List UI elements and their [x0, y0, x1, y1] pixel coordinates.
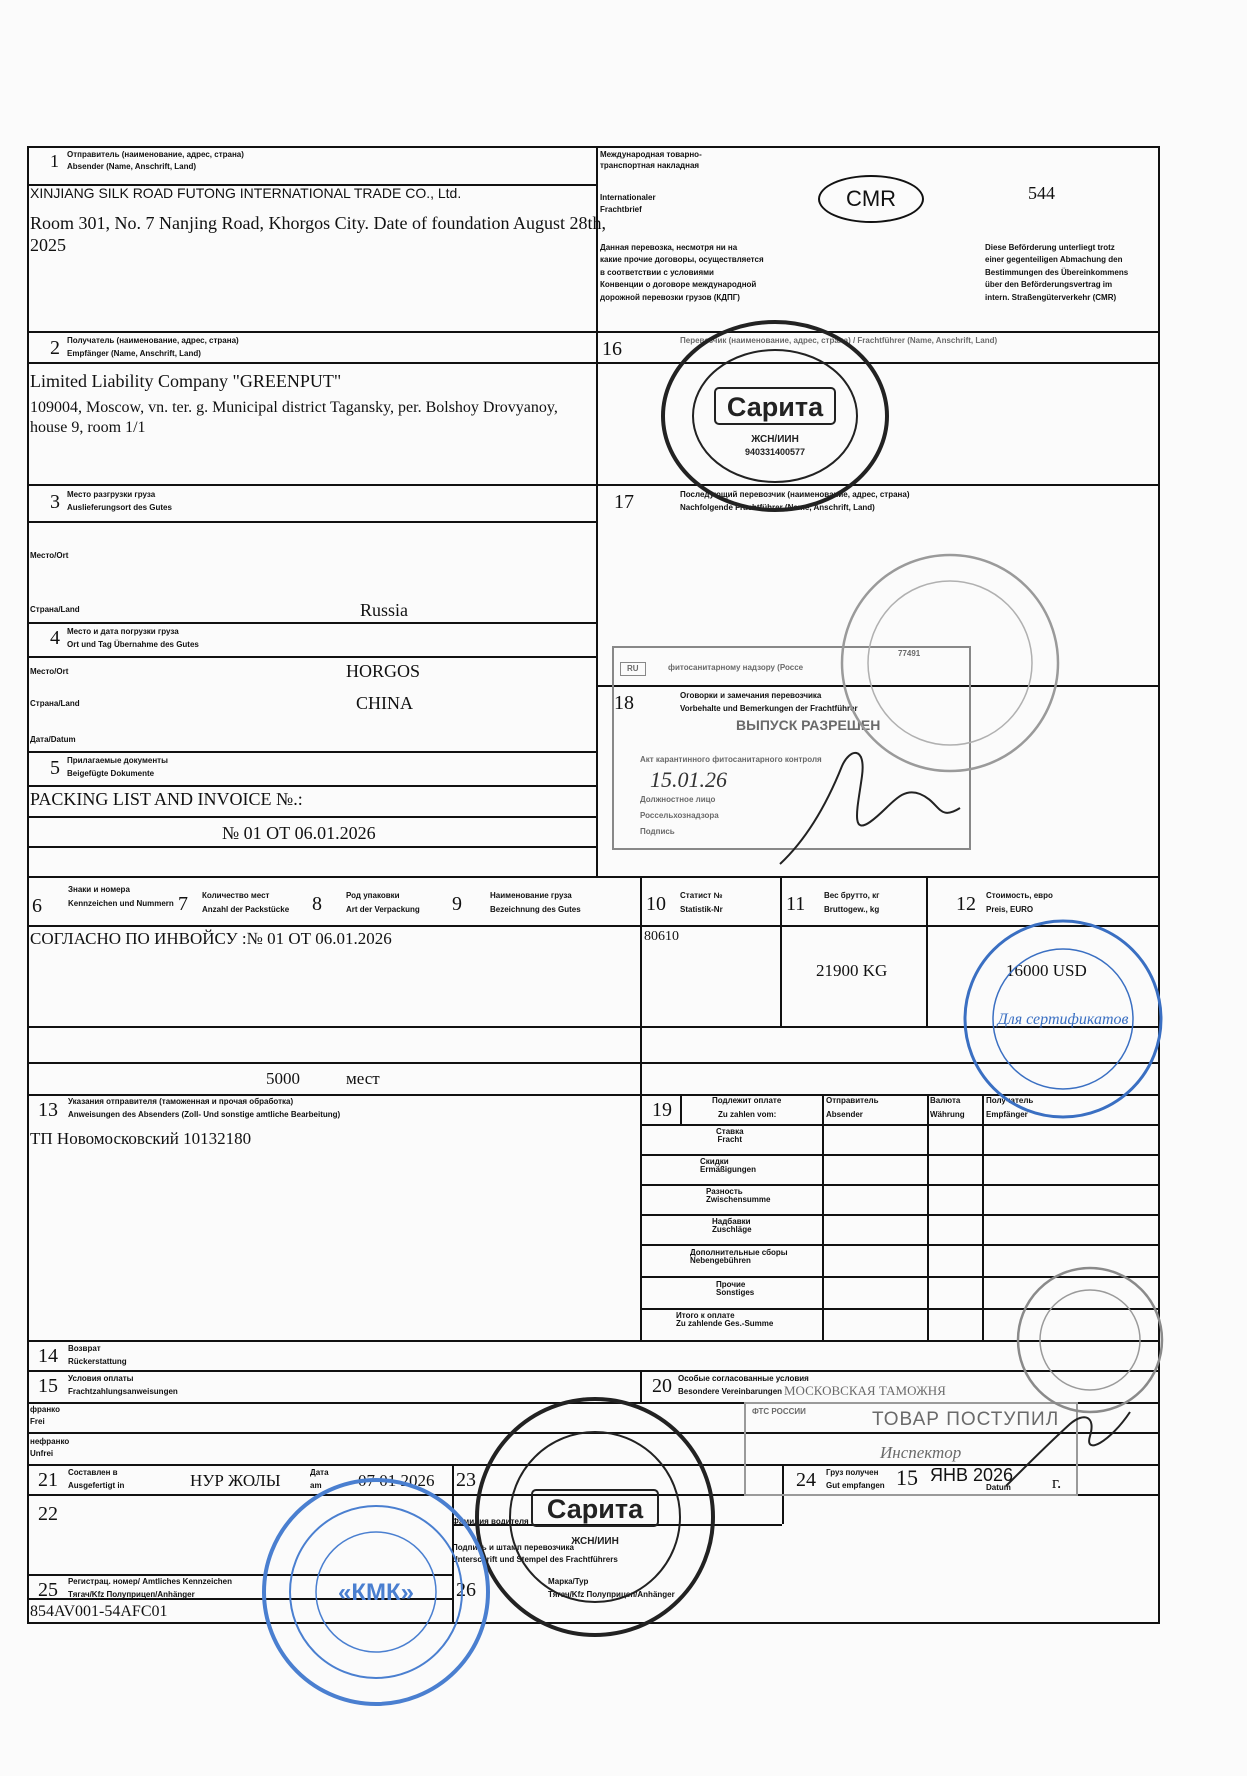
phyto-stamp-code: RU — [620, 662, 646, 676]
box20-label-ru: Особые согласованные условия — [678, 1374, 809, 1383]
box5-label-ru: Прилагаемые документы — [67, 756, 168, 765]
goods-packages: 5000 — [266, 1069, 300, 1088]
phyto-stamp-line5: Россельхознадзора — [640, 811, 719, 820]
box13-label-ru: Указания отправителя (таможенная и прочая обработка) — [68, 1097, 294, 1106]
phyto-stamp-no: 77491 — [898, 649, 921, 658]
box9-label-ru: Наименование груза — [490, 891, 572, 900]
box18-label-ru: Оговорки и замечания перевозчика — [680, 691, 822, 700]
box3-label-de: Auslieferungsort des Gutes — [67, 503, 172, 512]
phyto-stamp-line4: Должностное лицо — [640, 795, 716, 804]
recipient-address-2: house 9, room 1/1 — [30, 419, 146, 436]
unfrei-de: Unfrei — [30, 1449, 54, 1458]
box5-number: 5 — [50, 757, 60, 779]
goods-value: 16000 USD — [1006, 961, 1087, 980]
box15-label-de: Frachtzahlungsanweisungen — [68, 1387, 178, 1396]
box15-label-ru: Условия оплаты — [68, 1374, 134, 1383]
box23-label-1: Фамилия водителя — [452, 1517, 529, 1526]
charge-row: Прочие Sonstiges — [716, 1280, 755, 1298]
recipient-name: Limited Liability Company "GREENPUT" — [30, 371, 342, 391]
documents-ref: № 01 ОТ 06.01.2026 — [222, 823, 376, 843]
box21-date-ru: Дата — [310, 1468, 329, 1477]
box17-label-ru: Последующий перевозчик (наименование, адрес, страна) — [680, 490, 910, 499]
box6-label-ru: Знаки и номера — [68, 885, 130, 894]
box9-number: 9 — [452, 893, 462, 915]
phyto-stamp-line3: Акт карантинного фитосанитарного контроля — [640, 755, 822, 764]
load-place: HORGOS — [346, 661, 421, 681]
box1-label-de: Absender (Name, Anschrift, Land) — [67, 162, 197, 171]
box3-number: 3 — [50, 491, 60, 513]
goods-stat-no: 80610 — [644, 929, 679, 944]
box21-date-de: am — [310, 1481, 322, 1490]
box14-number: 14 — [38, 1345, 58, 1367]
phyto-stamp-released: ВЫПУСК РАЗРЕШЕН — [736, 717, 881, 733]
box20-number: 20 — [652, 1375, 672, 1397]
charge-row: Разность Zwischensumme — [706, 1187, 771, 1205]
box8-label-ru: Род упаковки — [346, 891, 400, 900]
box24-datum-label: Datum — [986, 1483, 1011, 1492]
box9-label-de: Bezeichnung des Gutes — [490, 905, 581, 914]
signature-2 — [1000, 1402, 1140, 1492]
customs-stamp-fts: ФТС РОССИИ — [752, 1407, 806, 1416]
box10-label-ru: Статист № — [680, 891, 723, 900]
box21-number: 21 — [38, 1469, 58, 1491]
box4-number: 4 — [50, 627, 60, 649]
svg-text:Сарита: Сарита — [726, 392, 824, 422]
svg-text:Сарита: Сарита — [546, 1494, 644, 1524]
box18-number: 18 — [614, 692, 634, 714]
box17-number: 17 — [614, 491, 634, 513]
box24-number: 24 — [796, 1469, 816, 1491]
issue-date: 07 01 2026 — [358, 1471, 435, 1490]
box15-number: 15 — [38, 1375, 58, 1397]
box4-label-ru: Место и дата погрузки груза — [67, 627, 179, 636]
phyto-stamp-date: 15.01.26 — [650, 767, 727, 792]
sender-address-2: 2025 — [30, 235, 66, 255]
svg-text:940331400577: 940331400577 — [744, 447, 806, 457]
box21-label-de: Ausgefertigt in — [68, 1481, 125, 1490]
box1-number: 1 — [50, 151, 59, 171]
box13-number: 13 — [38, 1099, 58, 1121]
box10-number: 10 — [646, 893, 666, 915]
charge-row: Надбавки Zuschläge — [712, 1217, 752, 1235]
recipient-address-1: 109004, Moscow, vn. ter. g. Municipal district Tagansky, per. Bolshoy Drovyanoy, — [30, 399, 558, 416]
box19-currency-de: Währung — [930, 1110, 965, 1119]
box5-label-de: Beigefügte Dokumente — [67, 769, 155, 778]
customs-stamp-received: ТОВАР ПОСТУПИЛ — [872, 1409, 1060, 1430]
svg-text:ЖСН/ИИН: ЖСН/ИИН — [751, 434, 799, 445]
box19-pay-ru: Подлежит оплате — [712, 1096, 782, 1105]
box4-label-de: Ort und Tag Übernahme des Gutes — [67, 640, 199, 649]
unfrei-ru: нефранко — [30, 1437, 70, 1446]
box19-pay-de: Zu zahlen vom: — [718, 1110, 777, 1119]
sender-name: XINJIANG SILK ROAD FUTONG INTERNATIONAL TRADE CO., Ltd. — [30, 185, 462, 201]
charge-row: Дополнительные сборы Nebengebühren — [690, 1248, 788, 1266]
box10-label-de: Statistik-Nr — [680, 905, 723, 914]
signature-1 — [770, 736, 970, 876]
frame-top — [27, 146, 1160, 148]
box1-label-ru: Отправитель (наименование, адрес, страна) — [67, 150, 244, 159]
box26-label-de: Тягач/Kfz Полуприцеп/Anhänger — [548, 1590, 675, 1599]
box21-label-ru: Составлен в — [68, 1468, 118, 1477]
charge-row: Итого к оплате Zu zahlende Ges.-Summe — [676, 1311, 774, 1329]
phyto-stamp-line6: Подпись — [640, 827, 675, 836]
fts-round-stamp — [1010, 1260, 1170, 1420]
customs-stamp-inspector: Инспектор — [880, 1443, 962, 1462]
issue-place: НУР ЖОЛЫ — [190, 1471, 281, 1490]
receipt-year-suffix: г. — [1052, 1473, 1062, 1492]
box12-label-ru: Стоимость, евро — [986, 891, 1053, 900]
box23-number: 23 — [456, 1469, 476, 1491]
box25-label-ru: Регистрац. номер/ Amtliches Kennzeichen — [68, 1577, 233, 1586]
sarita-stamp-lower — [470, 1392, 720, 1642]
documents-title: PACKING LIST AND INVOICE №.: — [30, 789, 303, 809]
cmr-note-ru: Данная перевозка, несмотря ни на какие прочие договоры, осуществляется в соответствии с условиями Конвенции о договоре международной дорожной перевозки грузов (КДПГ) — [600, 243, 764, 302]
box14-label-de: Rückerstattung — [68, 1357, 127, 1366]
box3-place-label: Место/Ort — [30, 551, 69, 560]
box7-number: 7 — [178, 893, 188, 915]
cmr-title-de-1: Internationaler — [600, 193, 656, 202]
box22-number: 22 — [38, 1503, 58, 1525]
receipt-month: ЯНВ 2026 — [930, 1465, 1014, 1485]
box14-label-ru: Возврат — [68, 1344, 101, 1353]
box26-number: 26 — [456, 1579, 476, 1601]
box19-currency-ru: Валюта — [930, 1096, 961, 1105]
frei-de: Frei — [30, 1417, 45, 1426]
box17-label-de: Nachfolgende Frachtführer (Name, Anschrift, Land) — [680, 503, 875, 512]
box6-number: 6 — [32, 895, 42, 917]
box8-label-de: Art der Verpackung — [346, 905, 420, 914]
box2-label-de: Empfänger (Name, Anschrift, Land) — [67, 349, 201, 358]
box19-sender-de: Absender — [826, 1110, 863, 1119]
box23-label-3: Unterschrift und Stempel des Frachtführers — [452, 1555, 618, 1564]
box11-label-de: Bruttogew., kg — [824, 905, 880, 914]
box3-label-ru: Место разгрузки груза — [67, 490, 156, 499]
box6-label-de: Kennzeichen und Nummern — [68, 899, 174, 908]
goods-weight: 21900 KG — [816, 961, 888, 980]
box12-number: 12 — [956, 893, 976, 915]
box16-number: 16 — [602, 338, 622, 360]
box2-label-ru: Получатель (наименование, адрес, страна) — [67, 336, 239, 345]
cmr-badge: CMR — [818, 175, 924, 223]
box19-number: 19 — [652, 1099, 672, 1121]
sender-address-1: Room 301, No. 7 Nanjing Road, Khorgos City. Date of foundation August 28th, — [30, 213, 606, 233]
box4-country-label: Страна/Land — [30, 699, 80, 708]
sarita-stamp-upper — [655, 316, 895, 516]
box11-number: 11 — [786, 893, 806, 915]
box3-country-label: Страна/Land — [30, 605, 80, 614]
cmr-note-de: Diese Beförderung unterliegt trotz einer gegenteiligen Abmachung den Bestimmungen des Übereinkommens über den Beförderungsvertrag im intern. Straßengüterverkehr (CMR) — [985, 243, 1129, 302]
load-country: CHINA — [356, 693, 413, 713]
box7-label-de: Anzahl der Packstücke — [202, 905, 290, 914]
box19-recipient-ru: Получатель — [986, 1096, 1034, 1105]
box25-label-de: Тягач/Kfz Полуприцеп/Anhänger — [68, 1590, 195, 1599]
box12-label-de: Preis, EURO — [986, 905, 1034, 914]
box4-date-label: Дата/Datum — [30, 735, 76, 744]
phyto-stamp-line1: фитосанитарному надзору (Россе — [668, 663, 804, 672]
box19-recipient-de: Empfänger — [986, 1110, 1028, 1119]
svg-text:ЖСН/ИИН: ЖСН/ИИН — [571, 1536, 619, 1547]
cmr-title-ru: Международная товарно-транспортная накладная — [600, 150, 702, 170]
box25-number: 25 — [38, 1579, 58, 1601]
box19-sender-ru: Отправитель — [826, 1096, 879, 1105]
zhizn-plus-stamp — [958, 914, 1168, 1124]
frei-ru: франко — [30, 1405, 60, 1414]
box24-label-ru: Груз получен — [826, 1468, 879, 1477]
box8-number: 8 — [312, 893, 322, 915]
vehicle-registration: 854AV001-54AFC01 — [30, 1603, 168, 1620]
box16-label: Перевозчик (наименование, адрес, страна) / Frachtführer (Name, Anschrift, Land) — [680, 336, 998, 345]
box13-label-de: Anweisungen des Absenders (Zoll- Und sonstige amtliche Bearbeitung) — [68, 1110, 341, 1119]
box23-label-2: Подпись и штамп перевозчика — [452, 1543, 574, 1552]
unload-country: Russia — [360, 600, 409, 620]
cmr-number: 544 — [1028, 183, 1055, 203]
box18-label-de: Vorbehalte und Bemerkungen der Frachtführer — [680, 704, 858, 713]
box2-number: 2 — [50, 337, 60, 359]
customs-name: МОСКОВСКАЯ ТАМОЖНЯ — [784, 1383, 946, 1398]
charge-row: Скидки Ermäßigungen — [700, 1157, 757, 1175]
box7-label-ru: Количество мест — [202, 891, 270, 900]
goods-packages-unit: мест — [346, 1069, 380, 1088]
box4-place-label: Место/Ort — [30, 667, 69, 676]
box26-label-ru: Марка/Typ — [548, 1577, 589, 1586]
box11-label-ru: Вес брутто, кг — [824, 891, 880, 900]
svg-text:Для сертификатов: Для сертификатов — [997, 1011, 1129, 1028]
svg-text:«КМК»: «КМК» — [338, 1579, 414, 1606]
box20-label-de: Besondere Vereinbarungen — [678, 1387, 783, 1396]
cmr-title-de-2: Frachtbrief — [600, 205, 642, 214]
charge-row: Ставка Fracht — [716, 1127, 744, 1145]
receipt-day: 15 — [896, 1465, 918, 1490]
goods-description: СОГЛАСНО ПО ИНВОЙСУ :№ 01 ОТ 06.01.2026 — [30, 929, 392, 948]
box24-label-de: Gut empfangen — [826, 1481, 885, 1490]
sender-instructions: ТП Новомосковский 10132180 — [30, 1129, 252, 1148]
